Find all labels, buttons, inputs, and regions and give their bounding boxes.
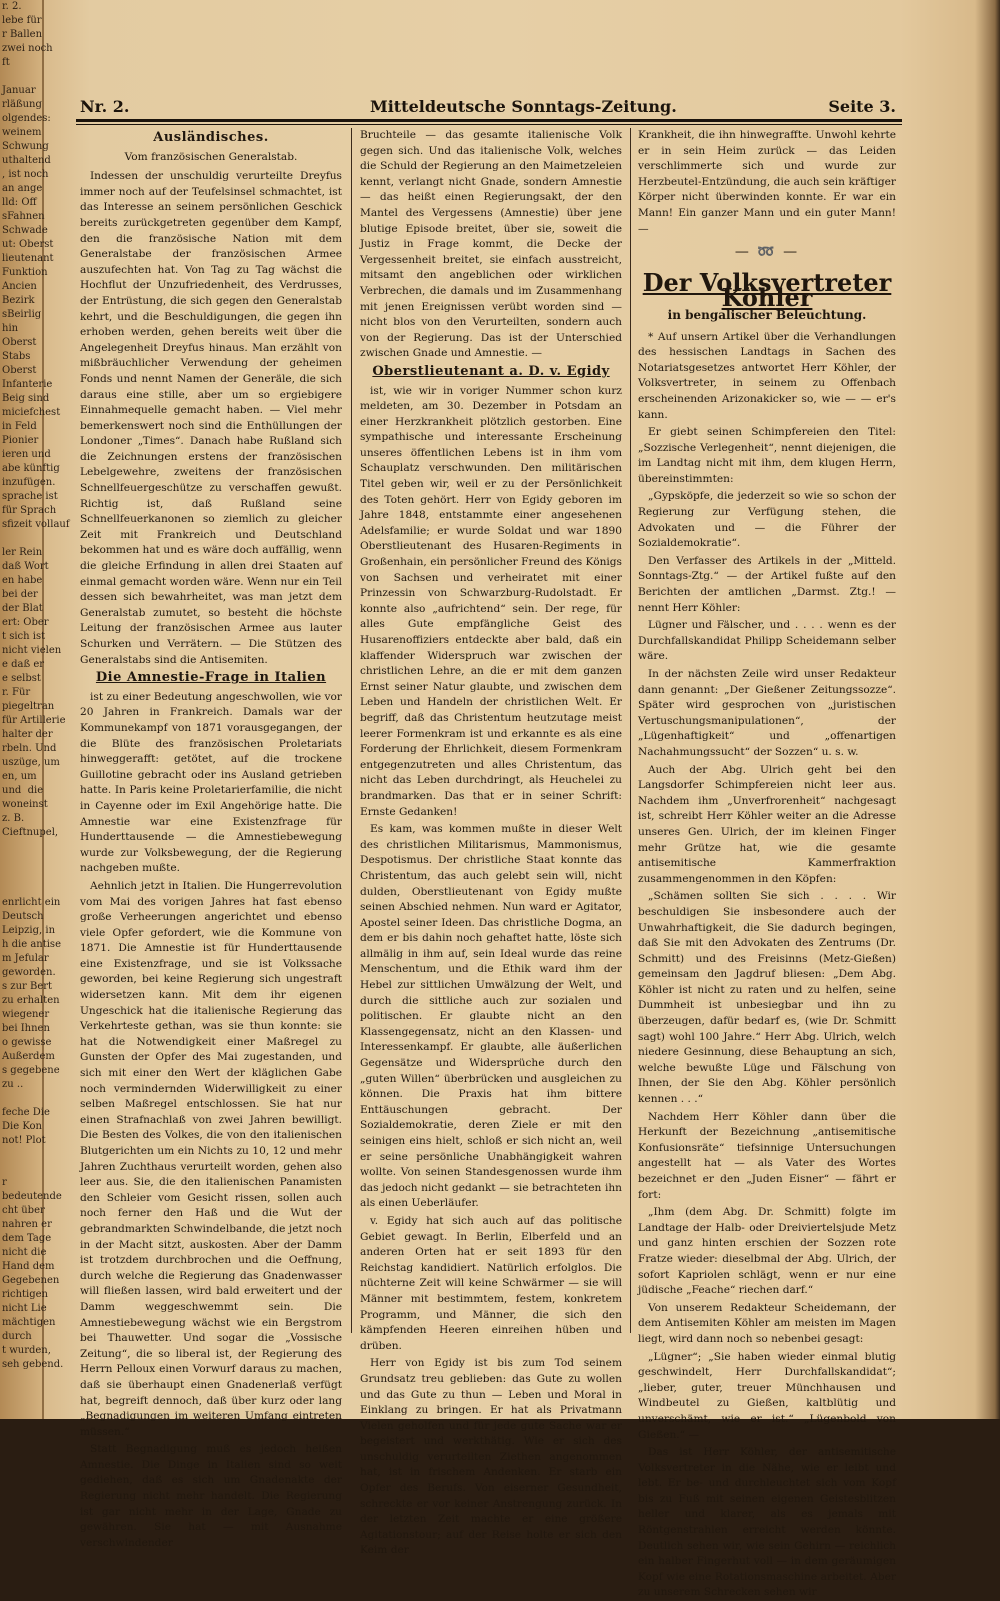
article-paragraph: Bruchteile — das gesamte italienische Volk gegen sich. Und das italienische Volk, welches die Schuld der Regierung an den Maimetzeleien kennt, verlangt nicht Gnade, sondern Amnestie — das heißt einen Regierungsakt, der den Mantel des Vergessens (Amnestie) über jene blutige Episode breitet, über sie, soweit die Justiz in Frage kommt, die Decke der Vergessenheit breitet, sie einfach ausstreicht, mitsamt den angeblichen oder wirklichen Verbrechen, die damals und im Zusammenhang mit jenen Ereignissen verübt worden sind — nicht blos von den Verurteilten, sondern auch von der Regierung. Das ist der Unterschied zwischen Gnade und Amnestie. — xyxy=(360,129,622,360)
article-paragraph: In der nächsten Zeile wird unser Redakteur dann genannt: „Der Gießener Zeitungssozze“. Später wird gesprochen von „juristischen Vertuschungsmanipulationen“, der „Lügenhaftigkeit“ und „offenartigen Nachahmungssucht“ der Sozzen“ u. s. w. xyxy=(638,668,896,758)
section-heading: Ausländisches. xyxy=(153,130,269,145)
header-rule xyxy=(76,119,902,122)
article-paragraph: Aehnlich jetzt in Italien. Die Hungerrevolution vom Mai des vorigen Jahres hat fast ebenso große Verheerungen angerichtet und ebenso viele Opfer gefordert, wie die Kommune von 1871. Die Amnestie ist für Hunderttausende eine Existenzfrage, und sie ist Volkssache geworden, bei keine Regierung sich ungestraft widersetzen kann. Mit dem ihr eigenen Ungeschick hat die italienische Regierung das Verkehrteste gethan, was sie thun konnte: sie hat die Notwendigkeit einer Maßregel zu Gunsten der Opfer des Mai zugestanden, und sich mit einer den Wert der kläglichen Gabe noch vermindernden Widerwilligkeit zu einer selben Maßregel entschlossen. Sie hat nur einen Strafnachlaß von zwei Jahren bewilligt. Die Besten des Volkes, die von den italienischen Blutgerichten um ein Nichts zu 10, 12 und mehr Jahren Zuchthaus verurteilt worden, gehen also leer aus. Sie, die den italienischen Panamisten den Schleier vom Gesicht rissen, sollen auch noch ferner den Haß und die Wut der gebrandmarkten Schwindelbande, die jetzt noch in der Macht sitzt, auskosten. Aber der Damm ist trotzdem durchbrochen und die Oeffnung, durch welche die Regierung das Gnadenwasser will fließen lassen, wird bald erweitert und der Damm weggeschwemmt sein. Die Amnestiebewegung wächst wie ein Bergstrom bei Thauwetter. Und sogar die „Vossische Zeitung“, die so liberal ist, der Regierung des Herrn Pelloux einen Vorwurf daraus zu machen, daß sie überhaupt einen Gnadenerlaß verfügt hat, begreift dennoch, daß über kurz oder lang „Begnadigungen im weiteren Umfang eintreten müssen.“ xyxy=(80,879,342,1438)
column-2 xyxy=(360,128,622,1557)
quote-paragraph: „Schämen sollten Sie sich . . . . Wir beschuldigen Sie insbesondere auch der Unwahrhaftigkeit, die Sie dadurch begingen, daß Sie mit den Advokaten des Zentrums (Dr. Schmitt) und des Freisinns (Metz-Gießen) gemeinsam den Jagdruf bliesen: „Dem Abg. Köhler ist nicht zu raten und zu helfen, seine Dummheit ist unbesiegbar und ihn zu überzeugen, dafür bedarf es, (wie Dr. Schmitt sagt) wohl 100 Jahre.“ Herr Abg. Ulrich, welch niedere Gesinnung, diese Behauptung an sich, welche bewußte Lüge und Fälschung von Ihnen, der Sie den Abg. Köhler persönlich kennen . . .“ xyxy=(638,890,896,1106)
newspaper-title: Mitteldeutsche Sonntags-Zeitung. xyxy=(370,97,677,116)
article-heading: Die Amnestie-Frage in Italien xyxy=(95,670,327,686)
article-paragraph: ist, wie wir in voriger Nummer schon kurz meldeten, am 30. Dezember in Potsdam an einer Herzkrankheit plötzlich gestorben. Eine sympathische und interessante Erscheinung unseres öffentlichen Lebens ist in ihm vom Schauplatz verschwunden. Den militärischen Titel geben wir, weil er zu der Persönlichkeit des Toten gehört. Herr von Egidy geboren im Jahre 1848, entstammte einer angesehenen Adelsfamilie; er wurde Soldat und war 1890 Oberstlieutenant des Husaren-Regiments in Großenhain, ein persönlicher Freund des Königs von Sachsen und verheiratet mit einer Prinzessin von Schwarzburg-Rudolstadt. Er konnte also „aufrichtend“ sein. Der rege, für alles Gute empfängliche Geist des Husarenoffiziers entdeckte aber bald, daß ein klaffender Widerspruch war zwischen der christlichen Lehre, an die er mit dem ganzen Ernst seiner Natur glaubte, und zwischen dem Leben und Handeln der christlichen Welt. Er begriff, daß das Christentum heutzutage meist leerer Formenkram ist und erkannte es als eine Forderung der Ehrlichkeit, diesem Formenkram entgegenzutreten und alles Christentum, das nicht das Leben durchdringt, als Heuchelei zu brandmarken. Das that er in seiner Schrift: Ernste Gedanken! xyxy=(360,384,622,818)
article-subtitle: in bengalischer Beleuchtung. xyxy=(667,307,867,322)
separator-ornament: — ➿ — xyxy=(734,244,800,261)
article-title: Der Volksvertreter Köhler xyxy=(642,267,892,313)
previous-page-margin xyxy=(0,0,70,1419)
article-paragraph: * Auf unsern Artikel über die Verhandlungen des hessischen Landtags in Sachen des Notariatsgesetzes antwortet Herr Köhler, der Volksvertreter, in seinem zu Offenbach erscheinenden Arizonakicker so, wie — — er's kann. xyxy=(638,330,896,421)
article-paragraph: Nachdem Herr Köhler dann über die Herkunft der Bezeichnung „antisemitische Konfusionsräte“ tiefsinnige Untersuchungen angestellt hat — als Vater des Wortes bezeichnet er den „Juden Eisner“ — fährt er fort: xyxy=(638,1110,896,1201)
article-paragraph: ist zu einer Bedeutung angeschwollen, wie vor 20 Jahren in Frankreich. Damals war der Kommunekampf von 1871 vorausgegangen, der die Blüte des französischen Proletariats hinweggerafft: getötet, auf die trockene Guillotine gebracht oder ins Ausland getrieben hatte. In Paris keine Proletarierfamilie, die nicht in Cayenne oder im Exil Angehörige hatte. Die Amnestie war eine Existenzfrage für Hunderttausende — die Amnestiebewegung wurde zur Volksbewegung, der die Regierung nachgeben mußte. xyxy=(80,690,342,875)
article-paragraph: Auch der Abg. Ulrich geht bei den Langsdorfer Schimpfereien nicht leer aus. Nachdem ihm „Unverfrorenheit“ nachgesagt ist, schreibt Herr Köhler weiter an die Adresse unseres Gen. Ulrich, der im kleinen Finger mehr Grütze hat, wie die gesamte antisemitische Kammerfraktion zusammengenommen in den Köpfen: xyxy=(638,763,896,885)
article-paragraph: v. Egidy hat sich auch auf das politische Gebiet gewagt. In Berlin, Elberfeld und an anderen Orten hat er seit 1893 für den Reichstag kandidiert. Natürlich erfolglos. Die nüchterne Zeit will keine Schwärmer — sie will Männer mit bestimmtem, festem, konkretem Programm, und Männer, die sich den kämpfenden Heeren einreihen hüben und drüben. xyxy=(360,1214,622,1352)
article-heading: Oberstlieutenant a. D. v. Egidy xyxy=(372,363,610,379)
article-paragraph: Er giebt seinen Schimpfereien den Titel: „Sozzische Verlegenheit“, nennt diejenigen, die im Landtag nicht mit ihm, dem klugen Herrn, übereinstimmten: xyxy=(638,426,896,485)
page-header xyxy=(80,95,896,119)
header-rule-thin xyxy=(76,124,902,125)
column-divider xyxy=(351,128,352,1333)
article-paragraph: Krankheit, die ihn hinwegraffte. Unwohl kehrte er in sein Heim zurück — das Leiden verschlimmerte sich und wurde zur Herzbeutel-Entzündung, die auch sein kräftiger Körper nicht überwinden konnte. Er war ein Mann! Ein ganzer Mann und ein guter Mann! — xyxy=(638,129,896,235)
article-paragraph: Den Verfasser des Artikels in der „Mitteld. Sonntags-Ztg.“ — der Artikel fußte auf den Berichten der amtlichen „Darmst. Ztg.! — nennt Herr Köhler: xyxy=(638,554,896,614)
article-paragraph: Statt Begnadigung muß es jedoch heißen Amnestie. Die Dinge in Italien sind so weit gediehen, daß es sich um Gnadenakte der Regierung nicht mehr handelt. Die Regierung ist gar nicht mehr in der Lage, Gnade zu gewähren. Sie hat — mit Ausnahme verschwindender xyxy=(80,1443,342,1549)
quote-paragraph: „Ihm (dem Abg. Dr. Schmitt) folgte im Landtage der Halb- oder Dreiviertelsjude Metz und ganz hinten erschien der Sozzen rote Fratze wieder: dieselbmal der Abg. Ulrich, der sofort Kapriolen schlägt, wenn er nur eine jüdische „Feache“ riechen darf.“ xyxy=(638,1206,896,1297)
column-1 xyxy=(80,128,342,1549)
article-paragraph: Das ist Herr Köhler, der antisemitische Volksvertreter in die Nähe, wie er leibt und lebt. Er be- und durchleuchtet sich vom Kopf bis zu Fuß mit seinen eigenen Geistesblitzen heller und klarer, als es jemals mit Röntgenstrahlen erreicht werden könnte. Deutlich sehen wir, wie sein Gehirn — reichlich ein halber Fingerhut voll — in dem geräumigen Kopf wie eine Rotationsmaschine arbeitet. Aber zu unserem Schrecken sehen wir xyxy=(638,1446,896,1599)
article-paragraph: Von unserem Redakteur Scheidemann, der dem Antisemiten Köhler am meisten im Magen liegt, wird dann noch so nebenbei gesagt: xyxy=(638,1301,896,1345)
article-subheading: Vom französischen Generalstab. xyxy=(124,150,298,163)
page-number: Seite 3. xyxy=(828,97,896,116)
column-3 xyxy=(638,128,896,1599)
margin-text-fragments: r. 2. lebe für r Ballen zwei noch ft Januar rläßung olgendes: weinem Schwung uthaltend , ist noch an ange lld: Off sFahnen Schwade ut: Oberst lieutenant Funktion Ancien Bezirk sBeirlig hin Oberst Stabs Oberst Infanterie Beig sind miciefchest in Feld Pionier ieren und abe künftig inzufügen. sprache ist für Sprach sfizeit vollauf ler Rein daß Wort en habe bei der der Blat ert: Ober t sich ist nicht vielen e daß er e selbst r. Für piegeltran für Artillerie halter der rbeln. Und uszüge, um en, um und die woneinst z. B. Cieftnupel, enrlicht ein Deutsch Leipzig, in h die antise m Jefular geworden. s zur Bert zu erhalten wiegener bei Ihnen o gewisse Außerdem s gegebene zu .. feche Die Die Kon not! Plot r bedeutende cht über nahren er dem Tage nicht die Hand dem Gegebenen richtigen nicht Lie mächtigen durch t wurden, seh gebend. xyxy=(2,1,70,1370)
article-paragraph: Indessen der unschuldig verurteilte Dreyfus immer noch auf der Teufelsinsel schmachtet, ist das Interesse an seinem persönlichen Geschick bereits zurückgetreten gegenüber dem Kampf, den die französische Nation mit dem Generalstabe der französischen Armee auszufechten hat. Von Tag zu Tag wächst die Hochflut der Unzufriedenheit, des Verdrusses, der Entrüstung, die sich gegen den Generalstab kehrt, und die Beschuldigungen, die gegen ihn erhoben werden, gehen bereits weit über die Angelegenheit Dreyfus hinaus. Man erzählt von mißbräuchlicher Verwendung der geheimen Fonds und nennt Namen der Generäle, die sich daraus eine stille, aber um so ergiebigere Einnahmequelle gemacht haben. — Viel mehr bemerkenswert noch sind die Enthüllungen der Londoner „Times“. Danach habe Rußland sich die Zeichnungen erstens der französischen Lebelgewehre, zweitens der französischen Schnellfeuergeschütze zu verschaffen gewußt. Richtig ist, daß Rußland seine Schnellfeuerkanonen so ziemlich zu gleicher Zeit mit Frankreich und Deutschland bekommen hat und es wäre doch auffällig, wenn die gleiche Erfindung in allen drei Staaten auf einmal gemacht worden wäre. Wenn nur ein Teil dessen sich bewahrheitet, was man jetzt dem Generalstab zumutet, so besteht die höchste Leitung der französischen Armee aus lauter Schurken und Verrätern. — Die Stützen des Generalstabs sind die Antisemiten. xyxy=(80,170,342,666)
quote-paragraph: „Gypsköpfe, die jederzeit so wie so schon der Regierung zur Verfügung stehen, die Advokaten und — die Führer der Sozialdemokratie“. xyxy=(638,490,896,550)
quote-paragraph: Lügner und Fälscher, und . . . . wenn es der Durchfallskandidat Philipp Scheidemann selber wäre. xyxy=(638,619,896,663)
quote-paragraph: „Lügner“; „Sie haben wieder einmal blutig geschwindelt, Herr Durchfallskandidat“; „lieber, guter, treuer Münchhausen und Windbeutel zu Gießen, kaltblütig und unverschämt, wie er ist.“ „Lügenbold von Gießen.“ — xyxy=(638,1350,896,1441)
article-paragraph: Es kam, was kommen mußte in dieser Welt des christlichen Militarismus, Mammonismus, Despotismus. Der christliche Staat konnte das Christentum, das auch gelebt sein will, nicht dulden, Oberstlieutenant von Egidy mußte seinen Abschied nehmen. Nun ward er Agitator, Apostel seiner Ideen. Das christliche Dogma, an dem er bis dahin noch gehaftet hatte, löste sich allmälig in ihm auf, sein Ideal wurde das reine Menschentum, und die Ethik ward ihm der Hebel zur sittlichen Umwälzung der Welt, und durch die sittliche auch zur sozialen und politischen. Er glaubte nicht an den Klassengegensatz, nicht an den Klassen- und Interessenkampf. Er glaubte, alle äußerlichen Gegensätze und Widersprüche durch den „guten Willen“ überbrücken und ausgleichen zu können. Die Praxis hat ihm bittere Enttäuschungen gebracht. Der Sozialdemokratie, deren Ziele er mit den seinigen eins hielt, schloß er sich nicht an, weil er seine persönliche Unabhängigkeit wahren wollte. Von seinen Standesgenossen wurde ihm das jedoch nicht gedankt — sie betrachteten ihn als einen Ueberläufer. xyxy=(360,823,622,1210)
article-paragraph: Herr von Egidy ist bis zum Tod seinem Grundsatz treu geblieben: das Gute zu wollen und das Gute zu thun — Leben und Moral in Einklang zu bringen. Er hat als Privatmann Vielen geholfen und für jede gute Sache war er begeistert und werkthätig. Wie er sich des unschuldig verurteilten Ziethen angenommen hat, ist in frischem Andenken. Er starb ein Opfer des Berufs. Von eiserner Gesundheit, schreckte er vor keiner Anstrengung zurück. In der letzten Zeit machte er eine größere Agitationstour; auf der Reise holte er sich den Keim der xyxy=(360,1357,622,1557)
issue-number: Nr. 2. xyxy=(80,97,130,116)
column-divider xyxy=(630,128,631,1333)
